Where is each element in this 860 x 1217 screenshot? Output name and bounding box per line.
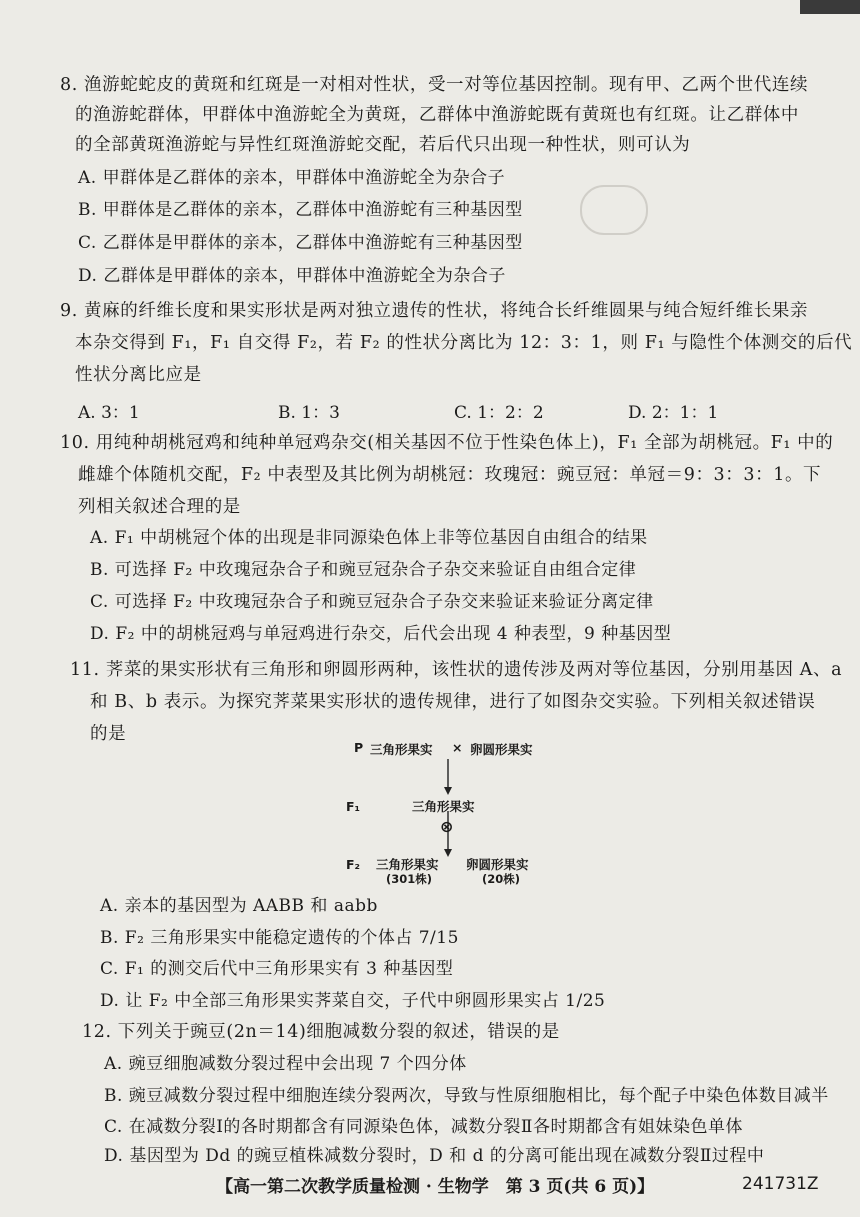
f2-phenotype-triangular: 三角形果实 [376,857,439,872]
exam-code: 241731Z [742,1174,819,1194]
q11-option-b: B. F₂ 三角形果实中能稳定遗传的个体占 7/15 [100,928,459,948]
q12-stem: 12. 下列关于豌豆(2n＝14)细胞减数分裂的叙述，错误的是 [82,1022,560,1042]
q9-stem-line-2: 本杂交得到 F₁，F₁ 自交得 F₂，若 F₂ 的性状分离比为 12：3：1，则 F₁ 与隐性个体测交的后代 [75,333,853,353]
q12-option-d: D. 基因型为 Dd 的豌豆植株减数分裂时，D 和 d 的分离可能出现在减数分裂Ⅱ过程中 [104,1146,765,1166]
f2-count-ovate: (20株) [482,872,521,886]
f2-count-triangular: (301株) [386,872,433,886]
q10-stem-line-3: 列相关叙述合理的是 [78,497,241,517]
f1-phenotype: 三角形果实 [412,799,475,814]
q8-stem-line-3: 的全部黄斑渔游蛇与异性红斑渔游蛇交配，若后代只出现一种性状，则可认为 [75,135,691,155]
cross-experiment-diagram [300,735,600,885]
q11-option-a: A. 亲本的基因型为 AABB 和 aabb [100,896,378,916]
q9-stem-line-3: 性状分离比应是 [75,365,202,385]
scan-edge-shadow [800,0,860,14]
q8-stem-line-1: 8. 渔游蛇蛇皮的黄斑和红斑是一对相对性状，受一对等位基因控制。现有甲、乙两个世代连续 [60,75,809,95]
q12-option-a: A. 豌豆细胞减数分裂过程中会出现 7 个四分体 [104,1054,467,1074]
p-generation-label: P [354,740,364,755]
q8-option-a: A. 甲群体是乙群体的亲本，甲群体中渔游蛇全为杂合子 [78,168,506,188]
f2-phenotype-ovate: 卵圆形果实 [466,857,529,872]
q8-option-b: B. 甲群体是乙群体的亲本，乙群体中渔游蛇有三种基因型 [78,200,523,220]
q10-option-c: C. 可选择 F₂ 中玫瑰冠杂合子和豌豆冠杂合子杂交来验证来验证分离定律 [90,592,654,612]
q10-stem-line-2: 雌雄个体随机交配，F₂ 中表型及其比例为胡桃冠：玫瑰冠：豌豆冠：单冠＝9：3：3：1。下 [78,465,822,485]
f1-generation-label: F₁ [346,799,361,814]
q9-stem-line-1: 9. 黄麻的纤维长度和果实形状是两对独立遗传的性状，将纯合长纤维圆果与纯合短纤维长果亲 [60,301,809,321]
q11-stem-line-1: 11. 荠菜的果实形状有三角形和卵圆形两种，该性状的遗传涉及两对等位基因，分别用基因 A、a [70,660,843,680]
q9-option-c: C. 1：2：2 [454,403,544,423]
f2-generation-label: F₂ [346,857,361,872]
q11-stem-line-3: 的是 [90,724,127,744]
q10-option-a: A. F₁ 中胡桃冠个体的出现是非同源染色体上非等位基因自由组合的结果 [90,528,648,548]
q8-option-c: C. 乙群体是甲群体的亲本，乙群体中渔游蛇有三种基因型 [78,233,523,253]
p-parent-ovate: 卵圆形果实 [470,742,533,757]
q10-option-d: D. F₂ 中的胡桃冠鸡与单冠鸡进行杂交，后代会出现 4 种表型，9 种基因型 [90,624,672,644]
p-parent-triangular: 三角形果实 [370,742,433,757]
q9-option-d: D. 2：1：1 [628,403,719,423]
selfing-symbol: ⊗ [440,817,454,836]
q11-option-d: D. 让 F₂ 中全部三角形果实荠菜自交，子代中卵圆形果实占 1/25 [100,991,606,1011]
q10-stem-line-1: 10. 用纯种胡桃冠鸡和纯种单冠鸡杂交(相关基因不位于性染色体上)，F₁ 全部为胡桃冠。F₁ 中的 [60,433,834,453]
faint-watermark-stamp [580,185,648,235]
q11-stem-line-2: 和 B、b 表示。为探究荠菜果实形状的遗传规律，进行了如图杂交实验。下列相关叙述错误 [90,692,816,712]
q10-option-b: B. 可选择 F₂ 中玫瑰冠杂合子和豌豆冠杂合子杂交来验证自由组合定律 [90,560,637,580]
page-footer-title: 【高一第二次教学质量检测 · 生物学 第 3 页(共 6 页)】 [216,1177,655,1197]
q11-option-c: C. F₁ 的测交后代中三角形果实有 3 种基因型 [100,959,454,979]
q8-option-d: D. 乙群体是甲群体的亲本，甲群体中渔游蛇全为杂合子 [78,266,506,286]
cross-symbol: × [452,740,463,755]
q12-option-b: B. 豌豆减数分裂过程中细胞连续分裂两次，导致与性原细胞相比，每个配子中染色体数目减半 [104,1086,829,1106]
q9-option-a: A. 3：1 [78,403,140,423]
q9-option-b: B. 1：3 [278,403,340,423]
q8-stem-line-2: 的渔游蛇群体，甲群体中渔游蛇全为黄斑，乙群体中渔游蛇既有黄斑也有红斑。让乙群体中 [75,105,799,125]
q12-option-c: C. 在减数分裂Ⅰ的各时期都含有同源染色体，减数分裂Ⅱ各时期都含有姐妹染色单体 [104,1117,743,1137]
